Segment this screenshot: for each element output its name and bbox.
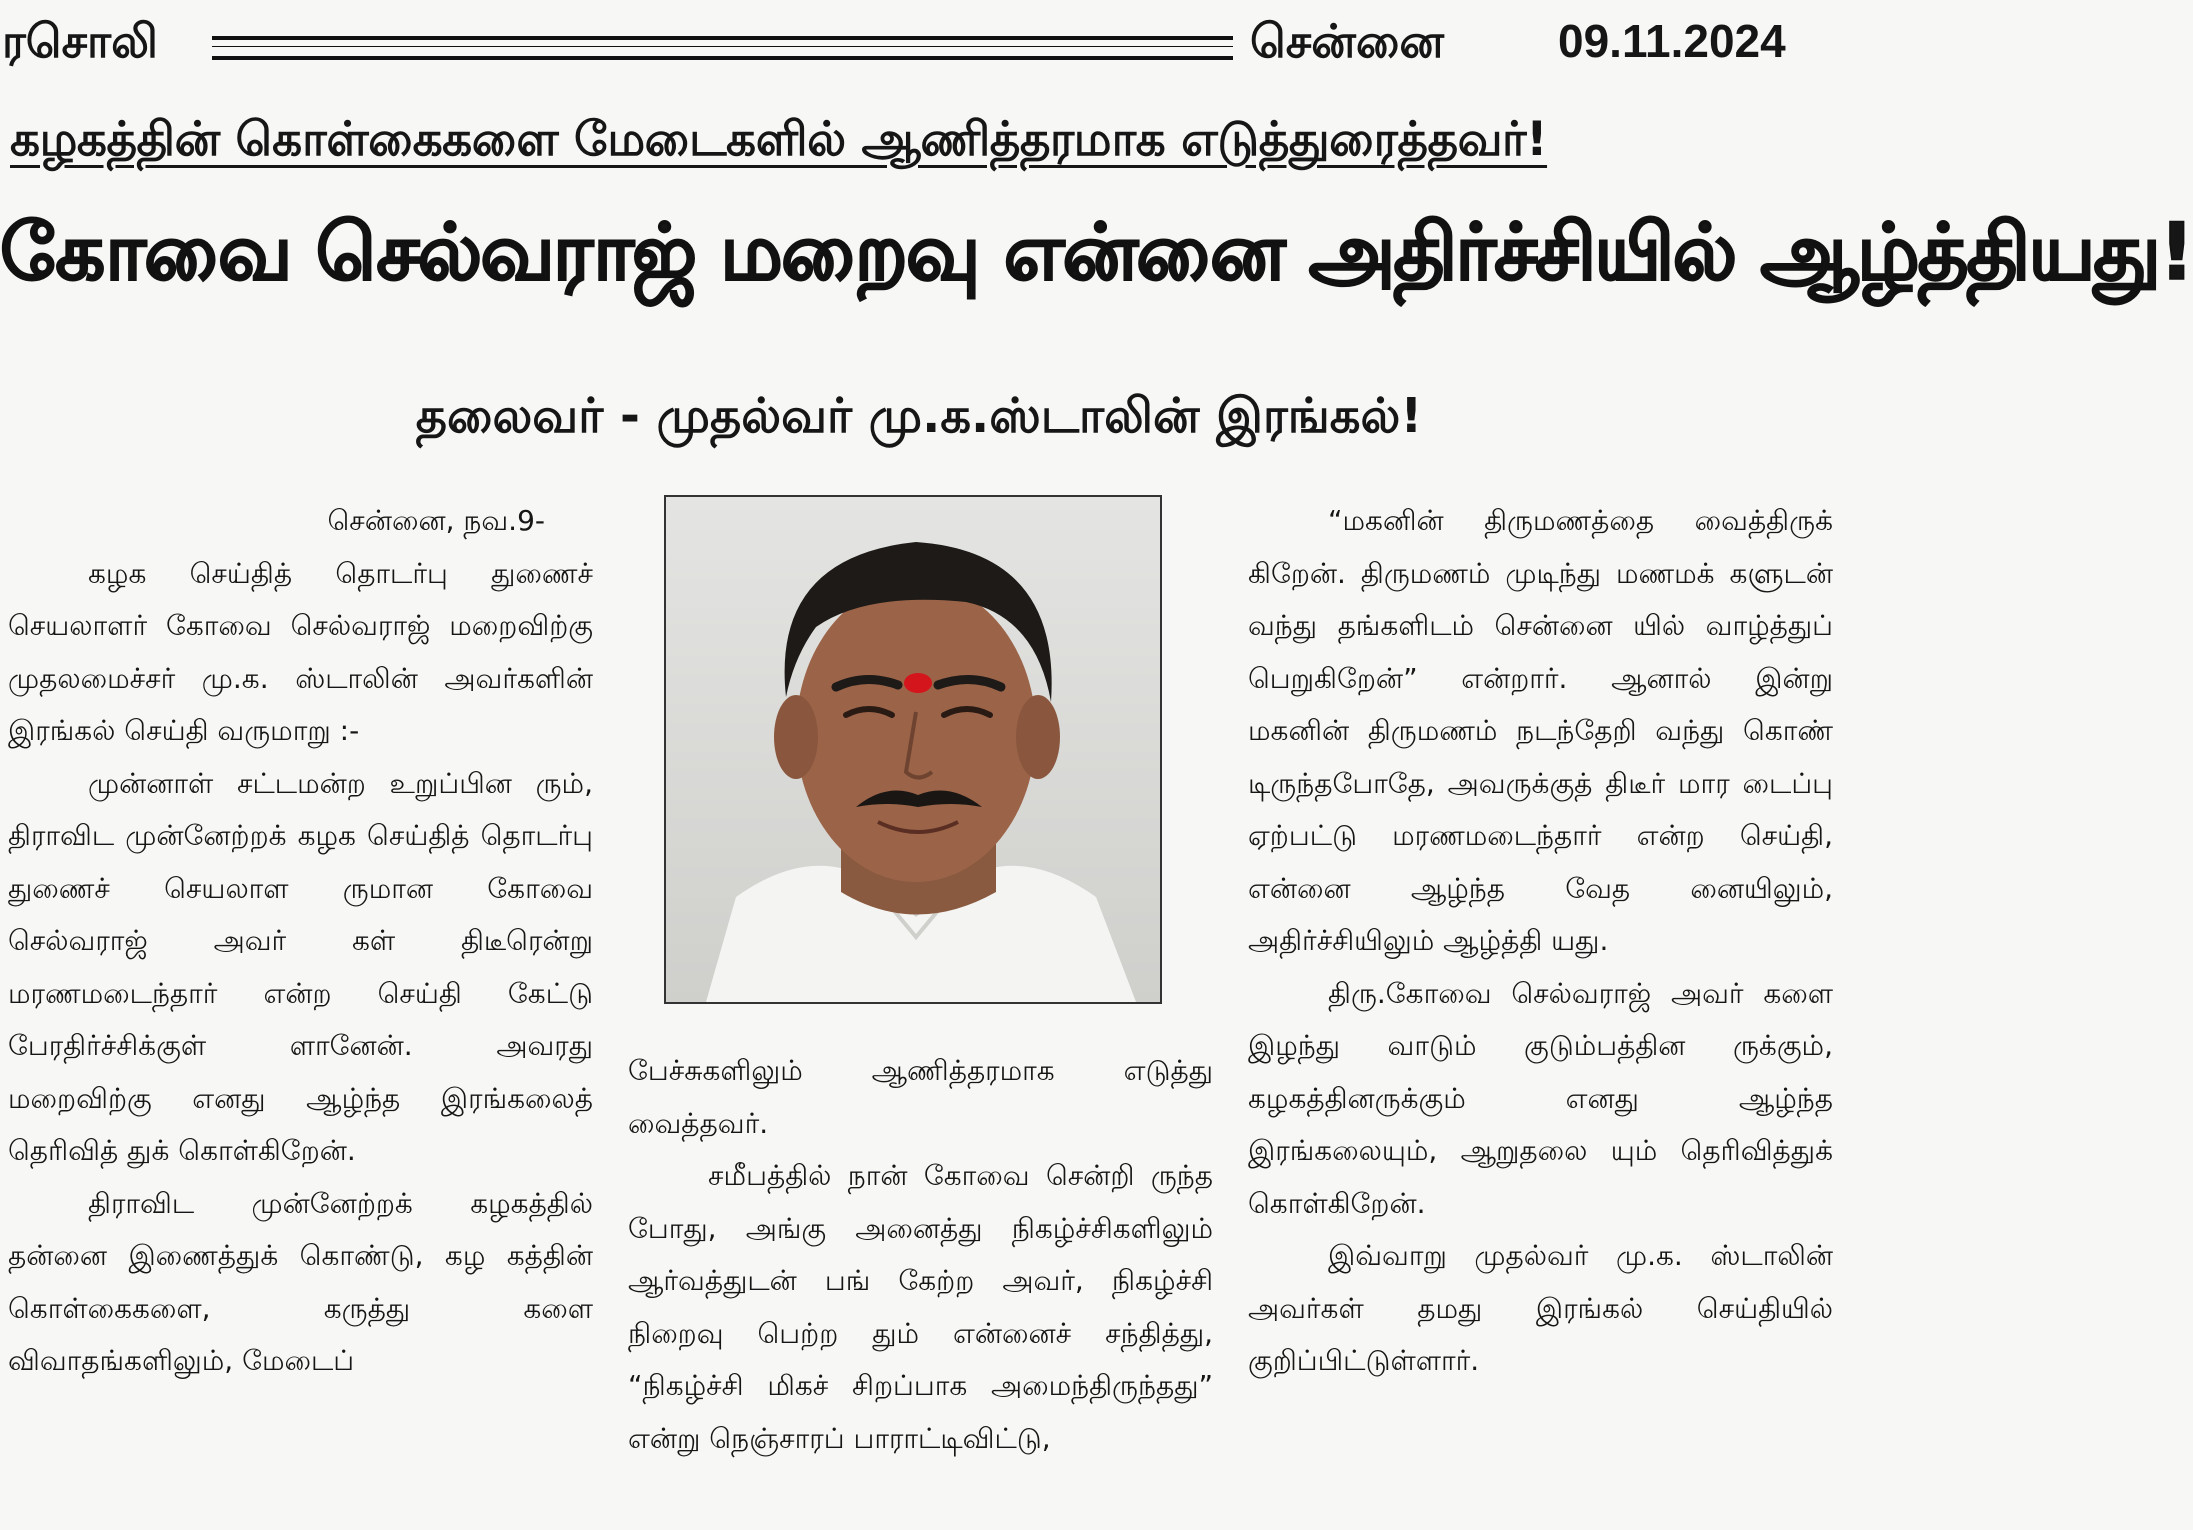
paragraph: திராவிட முன்னேற்றக் கழகத்தில் தன்னை இணைத்துக் கொண்டு, கழ கத்தின் கொள்கைகளை, கருத்து களை விவாதங்களிலும், மேடைப் [8, 1186, 593, 1377]
edition-city: சென்னை [1250, 14, 1445, 68]
article-column-3 [1248, 495, 1833, 1388]
main-headline: கோவை செல்வராஜ் மறைவு என்னை அதிர்ச்சியில் ஆழ்த்தியது! [0, 208, 2193, 298]
portrait-photo [664, 495, 1162, 1004]
article-column-2 [628, 1045, 1213, 1465]
portrait-illustration [666, 497, 1160, 1002]
paragraph: முன்னாள் சட்டமன்ற உறுப்பின ரும், திராவிட முன்னேற்றக் கழக செய்தித் தொடர்பு துணைச் செயலாள ருமான கோவை செல்வராஜ் அவர் கள் திடீரென்று மரணமடைந்தார் என்ற செய்தி கேட்டு பேரதிர்ச்சிக்குள் ளானேன். அவரது மறைவிற்கு எனது ஆழ்ந்த இரங்கலைத் தெரிவித் துக் கொள்கிறேன். [8, 766, 593, 1167]
edition-date: 09.11.2024 [1558, 15, 1786, 67]
kicker-headline: கழகத்தின் கொள்கைகளை மேடைகளில் ஆணித்தரமாக எடுத்துரைத்தவர்! [10, 112, 1548, 167]
paragraph: கழக செய்தித் தொடர்பு துணைச் செயலாளர் கோவை செல்வராஜ் மறைவிற்கு முதலமைச்சர் மு.க. ஸ்டாலின் அவர்களின் இரங்கல் செய்தி வருமாறு :- [8, 556, 593, 747]
paragraph: “மகனின் திருமணத்தை வைத்திருக் கிறேன். திருமணம் முடிந்து மணமக் களுடன் வந்து தங்களிடம் சென்னை யில் வாழ்த்துப் பெறுகிறேன்” என்றார். ஆனால் இன்று மகனின் திருமணம் நடந்தேறி வந்து கொண் டிருந்தபோதே, அவருக்குத் திடீர் மார டைப்பு ஏற்பட்டு மரணமடைந்தார் என்ற செய்தி, என்னை ஆழ்ந்த வேத னையிலும், அதிர்ச்சியிலும் ஆழ்த்தி யது. [1248, 504, 1833, 957]
newspaper-name: ரசொலி [2, 14, 158, 68]
masthead [0, 14, 1838, 74]
paragraph: திரு.கோவை செல்வராஜ் அவர் களை இழந்து வாடும் குடும்பத்தின ருக்கும், கழகத்தினருக்கும் எனது ஆழ்ந்த இரங்கலையும், ஆறுதலை யும் தெரிவித்துக் கொள்கிறேன். [1248, 976, 1833, 1220]
masthead-rule [212, 36, 1233, 60]
article-column-1 [8, 495, 593, 1388]
paragraph: இவ்வாறு முதல்வர் மு.க. ஸ்டாலின் அவர்கள் தமது இரங்கல் செய்தியில் குறிப்பிட்டுள்ளார். [1248, 1239, 1833, 1377]
dateline: சென்னை, நவ.9- [327, 504, 545, 537]
paragraph: சமீபத்தில் நான் கோவை சென்றி ருந்த போது, அங்கு அனைத்து நிகழ்ச்சிகளிலும் ஆர்வத்துடன் பங் கேற்ற அவர், நிகழ்ச்சி நிறைவு பெற்ற தும் என்னைச் சந்தித்து, “நிகழ்ச்சி மிகச் சிறப்பாக அமைந்திருந்தது” என்று நெஞ்சாரப் பாராட்டிவிட்டு, [628, 1159, 1213, 1455]
sub-headline: தலைவர் - முதல்வர் மு.க.ஸ்டாலின் இரங்கல்! [415, 388, 1423, 444]
paragraph: பேச்சுகளிலும் ஆணித்தரமாக எடுத்து வைத்தவர். [628, 1054, 1213, 1140]
